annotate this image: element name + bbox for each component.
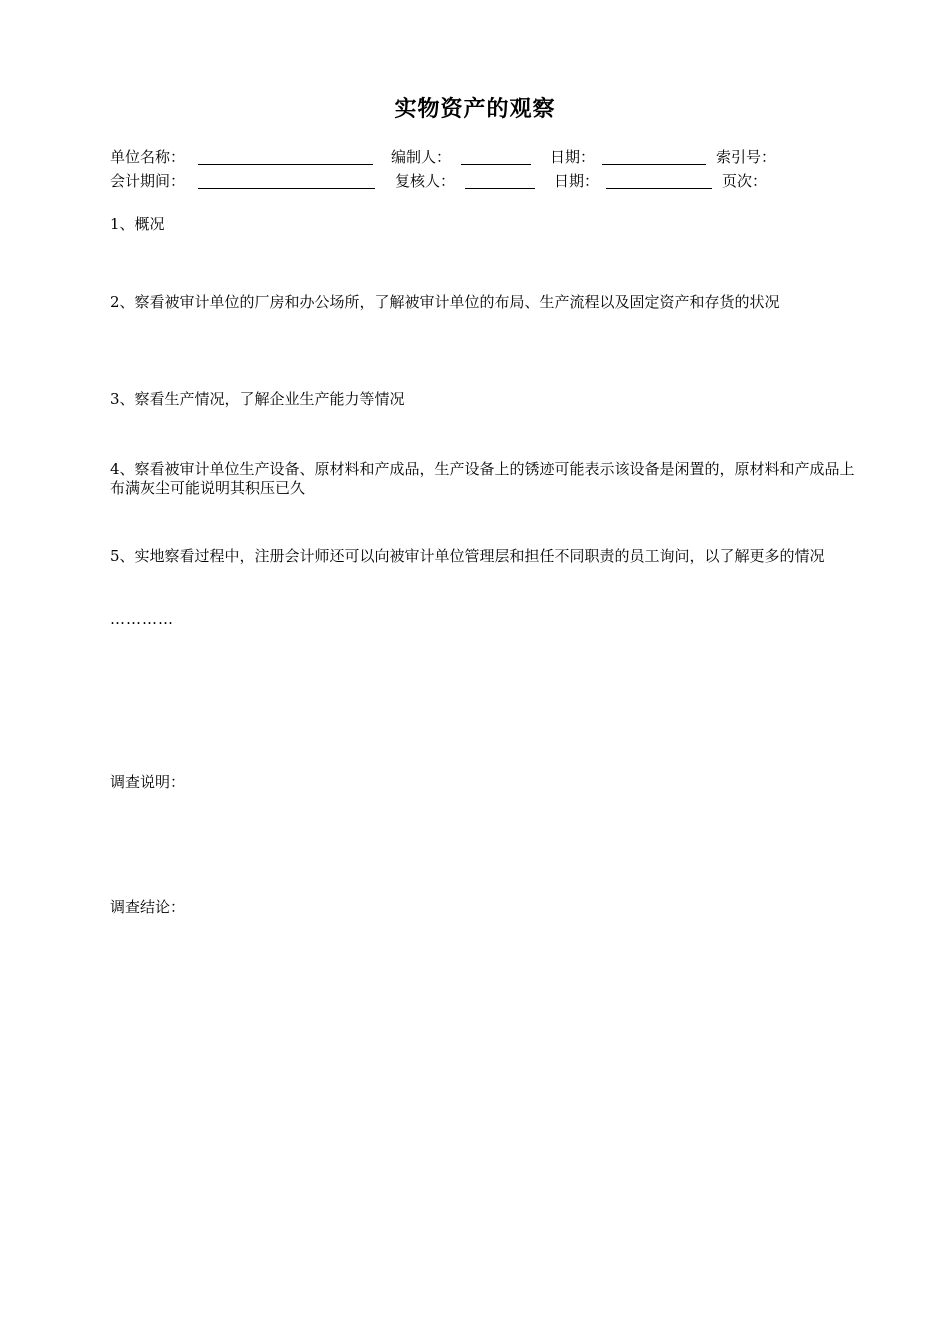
item-production: 3、察看生产情况，了解企业生产能力等情况 xyxy=(110,390,405,408)
accounting-period-label: 会计期间： xyxy=(110,172,186,190)
accounting-period-field[interactable] xyxy=(198,188,375,189)
item-inquiry: 5、实地察看过程中，注册会计师还可以向被审计单位管理层和担任不同职责的员工询问，以了解更多的情况 xyxy=(110,547,825,565)
date-field-2[interactable] xyxy=(606,188,712,189)
page-number-label: 页次： xyxy=(722,172,768,190)
survey-conclusion-label: 调查结论： xyxy=(110,898,186,916)
date-label-1: 日期： xyxy=(550,148,596,166)
preparer-label: 编制人： xyxy=(391,148,452,166)
survey-note-label: 调查说明： xyxy=(110,773,186,791)
item-equipment: 4、察看被审计单位生产设备、原材料和产成品，生产设备上的锈迹可能表示该设备是闲置的，原材料和产成品上布满灰尘可能说明其积压已久 xyxy=(110,460,855,497)
item-overview: 1、概况 xyxy=(110,215,165,233)
preparer-field[interactable] xyxy=(461,164,531,165)
reviewer-field[interactable] xyxy=(465,188,535,189)
unit-name-label: 单位名称： xyxy=(110,148,186,166)
item-premises: 2、察看被审计单位的厂房和办公场所，了解被审计单位的布局、生产流程以及固定资产和存货的状况 xyxy=(110,293,780,311)
reviewer-label: 复核人： xyxy=(395,172,456,190)
unit-name-field[interactable] xyxy=(198,164,373,165)
ellipsis: ………… xyxy=(110,610,174,628)
page-title: 实物资产的观察 xyxy=(394,96,556,122)
index-number-label: 索引号： xyxy=(716,148,777,166)
date-field-1[interactable] xyxy=(602,164,706,165)
date-label-2: 日期： xyxy=(554,172,600,190)
